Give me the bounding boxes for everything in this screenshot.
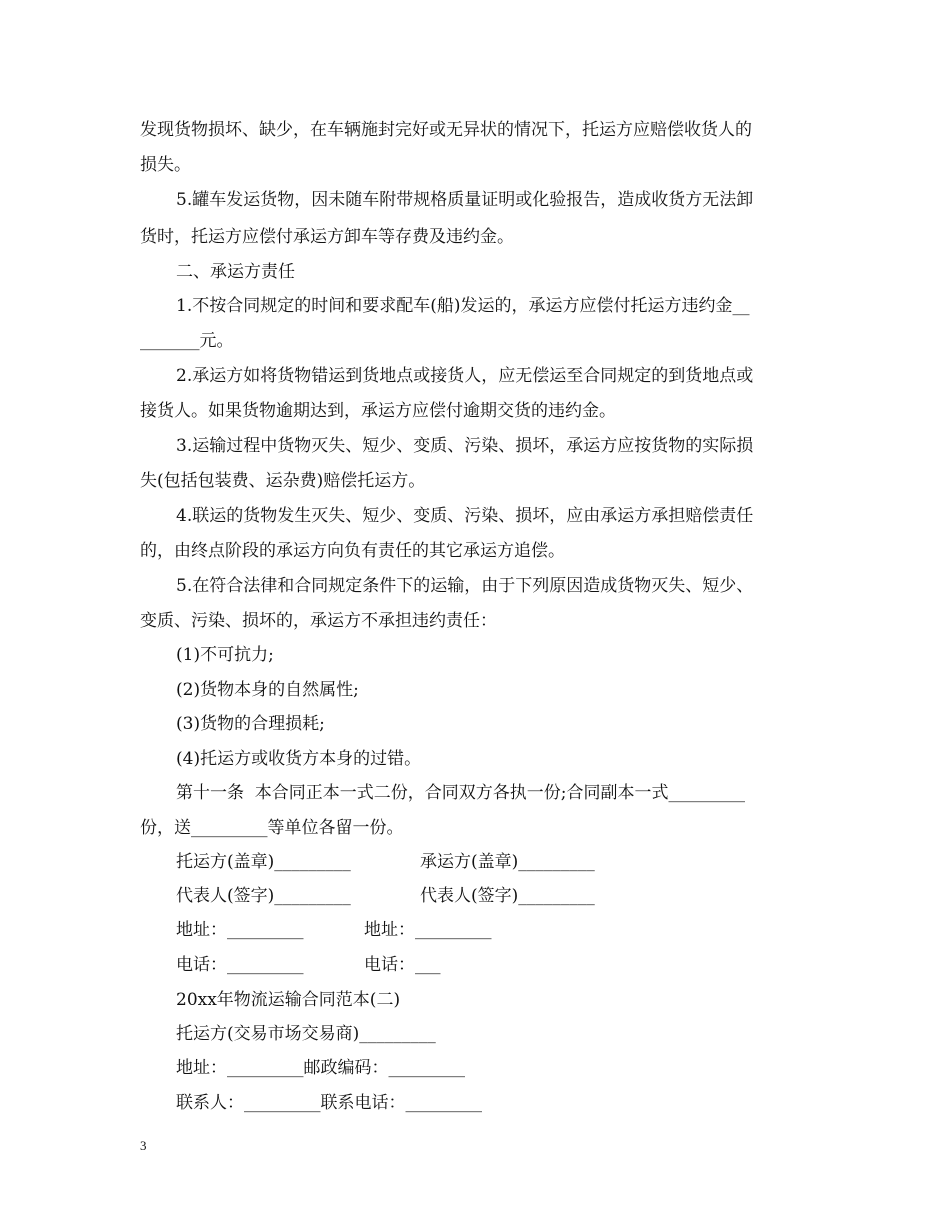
paragraph-line: 3.运输过程中货物灭失、短少、变质、污染、损坏，承运方应按货物的实际损 [176,436,754,456]
list-item: (4)托运方或收货方本身的过错。 [176,749,422,769]
shipper-name-field: 托运方(交易市场交易商)_________ [176,1024,436,1044]
list-item: (2)货物本身的自然属性; [176,680,359,700]
page-number: 3 [140,1138,147,1153]
paragraph-line: 接货人。如果货物逾期达到，承运方应偿付逾期交货的违约金。 [140,401,616,421]
paragraph-line: 货时，托运方应偿付承运方卸车等存费及违约金。 [140,227,514,247]
paragraph-line: _______元。 [140,331,234,351]
paragraph-line: 5.罐车发运货物，因未随车附带规格质量证明或化验报告，造成收货方无法卸 [176,190,754,210]
shipper-seal-field: 托运方(盖章)_________ [176,852,351,872]
contact-field: 联系人：_________联系电话：_________ [176,1093,482,1113]
section-heading: 二、承运方责任 [176,262,295,282]
paragraph-line: 第十一条 本合同正本一式二份，合同双方各执一份;合同副本一式_________ [176,783,746,803]
carrier-phone-field: 电话：___ [364,955,441,975]
list-item: (3)货物的合理损耗; [176,714,325,734]
carrier-seal-field: 承运方(盖章)_________ [420,852,595,872]
paragraph-line: 份，送_________等单位各留一份。 [140,818,404,838]
paragraph-line: 失(包括包装费、运杂费)赔偿托运方。 [140,471,426,491]
subtitle: 20xx年物流运输合同范本(二) [176,990,401,1010]
carrier-address-field: 地址：_________ [364,920,492,940]
paragraph-line: 变质、污染、损坏的，承运方不承担违约责任： [140,611,497,631]
paragraph-line: 发现货物损坏、缺少，在车辆施封完好或无异状的情况下，托运方应赔偿收货人的 [140,120,752,140]
shipper-address-field: 地址：_________ [176,920,304,940]
paragraph-line: 的，由终点阶段的承运方向负有责任的其它承运方追偿。 [140,541,565,561]
shipper-representative-field: 代表人(签字)_________ [176,886,351,906]
address-postcode-field: 地址：_________邮政编码：_________ [176,1058,465,1078]
paragraph-line: 2.承运方如将货物错运到货地点或接货人，应无偿运至合同规定的到货地点或 [176,366,754,386]
paragraph-line: 损失。 [140,155,191,175]
paragraph-line: 1.不按合同规定的时间和要求配车(船)发运的，承运方应偿付托运方违约金__ [176,296,750,316]
paragraph-line: 5.在符合法律和合同规定条件下的运输，由于下列原因造成货物灭失、短少、 [176,576,754,596]
shipper-phone-field: 电话：_________ [176,955,304,975]
carrier-representative-field: 代表人(签字)_________ [420,886,595,906]
paragraph-line: 4.联运的货物发生灭失、短少、变质、污染、损坏，应由承运方承担赔偿责任 [176,506,754,526]
list-item: (1)不可抗力; [176,645,274,665]
